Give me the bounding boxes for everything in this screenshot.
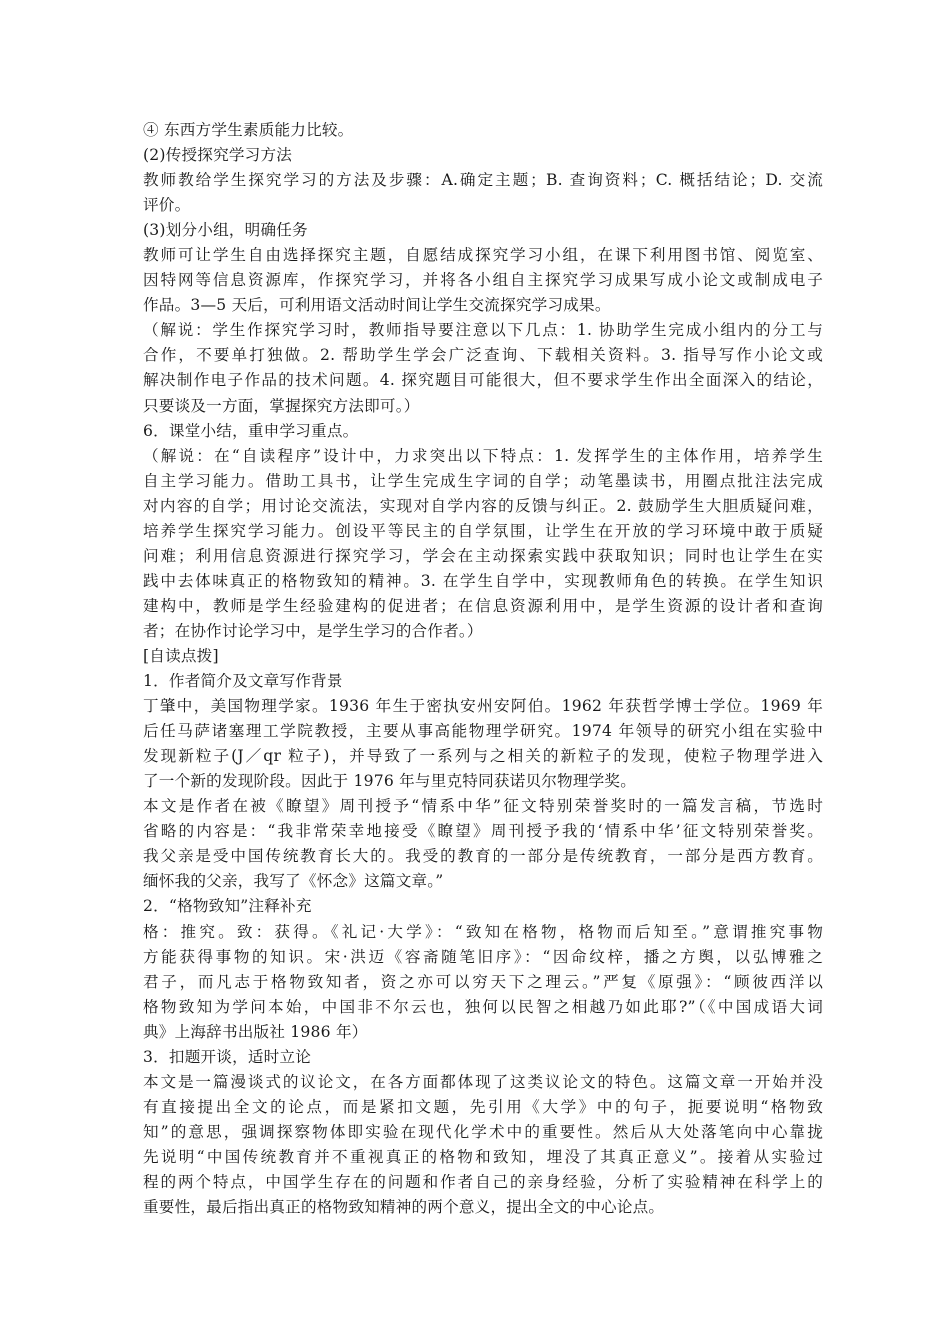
text-line: 问难；利用信息资源进行探究学习，学会在主动探索实践中获取知识；同时也让学生在实 — [143, 546, 823, 565]
section-heading: 6．课堂小结，重申学习重点。 — [143, 421, 359, 440]
text-line: 者；在协作讨论学习中，是学生学习的合作者。） — [143, 621, 483, 640]
text-line: 先说明“中国传统教育并不重视真正的格物和致知，埋没了其真正意义”。接着从实验过 — [143, 1147, 823, 1166]
text-line: 后任马萨诸塞理工学院教授，主要从事高能物理学研究。1974 年领导的研究小组在实验中 — [143, 722, 823, 741]
section-heading: 2．“格物致知”注释补充 — [143, 897, 312, 916]
text-line: 程的两个特点，中国学生存在的问题和作者自己的亲身经验，分析了实验精神在科学上的 — [143, 1172, 823, 1191]
section-heading: [自读点拨] — [143, 646, 219, 665]
text-line: 教师教给学生探究学习的方法及步骤：A.确定主题；B. 查询资料；C. 概括结论；D. 交流 — [143, 171, 823, 190]
text-line: 本文是作者在被《瞭望》周刊授予“情系中华”征文特别荣誉奖时的一篇发言稿，节选时 — [143, 797, 823, 816]
text-line: （解说：在“自读程序”设计中，力求突出以下特点：1. 发挥学生的主体作用，培养学生 — [143, 446, 823, 465]
text-line: 培养学生探究学习能力。创设平等民主的自学氛围，让学生在开放的学习环境中敢于质疑 — [143, 521, 823, 540]
text-line: 发现新粒子(J／qr 粒子)，并导致了一系列与之相关的新粒子的发现，使粒子物理学进入 — [143, 747, 823, 766]
text-line: 建构中，教师是学生经验建构的促进者；在信息资源利用中，是学生资源的设计者和查询 — [143, 596, 823, 615]
text-line: 评价。 — [143, 196, 191, 215]
text-line: 合作，不要单打独做。2. 帮助学生学会广泛查询、下载相关资料。3. 指导写作小论文或 — [143, 346, 823, 365]
text-line: 君子，而凡志于格物致知者，资之亦可以穷天下之理云。”严复《原强》：“顾彼西洋以 — [143, 972, 823, 991]
text-line: 有直接提出全文的论点，而是紧扣文题，先引用《大学》中的句子，扼要说明“格物致 — [143, 1097, 823, 1116]
text-line: 我父亲是受中国传统教育长大的。我受的教育的一部分是传统教育，一部分是西方教育。 — [143, 847, 823, 866]
text-line: 缅怀我的父亲，我写了《怀念》这篇文章。” — [143, 872, 444, 891]
document-body — [143, 118, 823, 1220]
section-heading: (2)传授探究学习方法 — [143, 146, 293, 165]
text-line: 作品。3—5 天后，可利用语文活动时间让学生交流探究学习成果。 — [143, 296, 611, 315]
section-heading: 3．扣题开谈，适时立论 — [143, 1047, 312, 1066]
section-heading: (3)划分小组，明确任务 — [143, 221, 308, 240]
text-line: 典》上海辞书出版社 1986 年） — [143, 1022, 368, 1041]
text-line: 自主学习能力。借助工具书，让学生完成生字词的自学；动笔墨读书，用圈点批注法完成 — [143, 471, 823, 490]
text-line: 教师可让学生自由选择探究主题，自愿结成探究学习小组，在课下利用图书馆、阅览室、 — [143, 246, 823, 265]
text-line: 知”的意思，强调探察物体即实验在现代化学术中的重要性。然后从大处落笔向中心靠拢 — [143, 1122, 823, 1141]
section-heading: 1．作者简介及文章写作背景 — [143, 672, 343, 691]
text-line: 方能获得事物的知识。宋·洪迈《容斋随笔旧序》：“因命纹梓，播之方舆，以弘博雅之 — [143, 947, 823, 966]
text-line: 格：推究。致：获得。《礼记·大学》：“致知在格物，格物而后知至。”意谓推究事物 — [143, 922, 823, 941]
text-line: 践中去体味真正的格物致知的精神。3. 在学生自学中，实现教师角色的转换。在学生知识 — [143, 571, 823, 590]
text-line: 只要谈及一方面，掌握探究方法即可。） — [143, 396, 420, 415]
text-line: 对内容的自学；用讨论交流法，实现对自学内容的反馈与纠正。2. 鼓励学生大胆质疑问难， — [143, 496, 823, 515]
text-line: 了一个新的发现阶段。因此于 1976 年与里克特同获诺贝尔物理学奖。 — [143, 772, 637, 791]
text-line: 丁肇中，美国物理学家。1936 年生于密执安州安阿伯。1962 年获哲学博士学位。1969 年 — [143, 697, 823, 716]
text-line: ④ 东西方学生素质能力比较。 — [143, 121, 354, 139]
text-line: 解决制作电子作品的技术问题。4. 探究题目可能很大，但不要求学生作出全面深入的结论， — [143, 371, 823, 390]
text-line: （解说：学生作探究学习时，教师指导要注意以下几点：1. 协助学生完成小组内的分工与 — [143, 321, 823, 340]
text-line: 因特网等信息资源库，作探究学习，并将各小组自主探究学习成果写成小论文或制成电子 — [143, 271, 823, 290]
text-line: 省略的内容是：“我非常荣幸地接受《瞭望》周刊授予我的‘情系中华’征文特别荣誉奖。 — [143, 822, 823, 841]
text-line: 格物致知为学问本始，中国非不尔云也，独何以民智之相越乃如此耶?”（《中国成语大词 — [143, 997, 823, 1016]
text-line: 本文是一篇漫谈式的议论文，在各方面都体现了这类议论文的特色。这篇文章一开始并没 — [143, 1072, 823, 1091]
text-line: 重要性，最后指出真正的格物致知精神的两个意义，提出全文的中心论点。 — [143, 1198, 665, 1217]
